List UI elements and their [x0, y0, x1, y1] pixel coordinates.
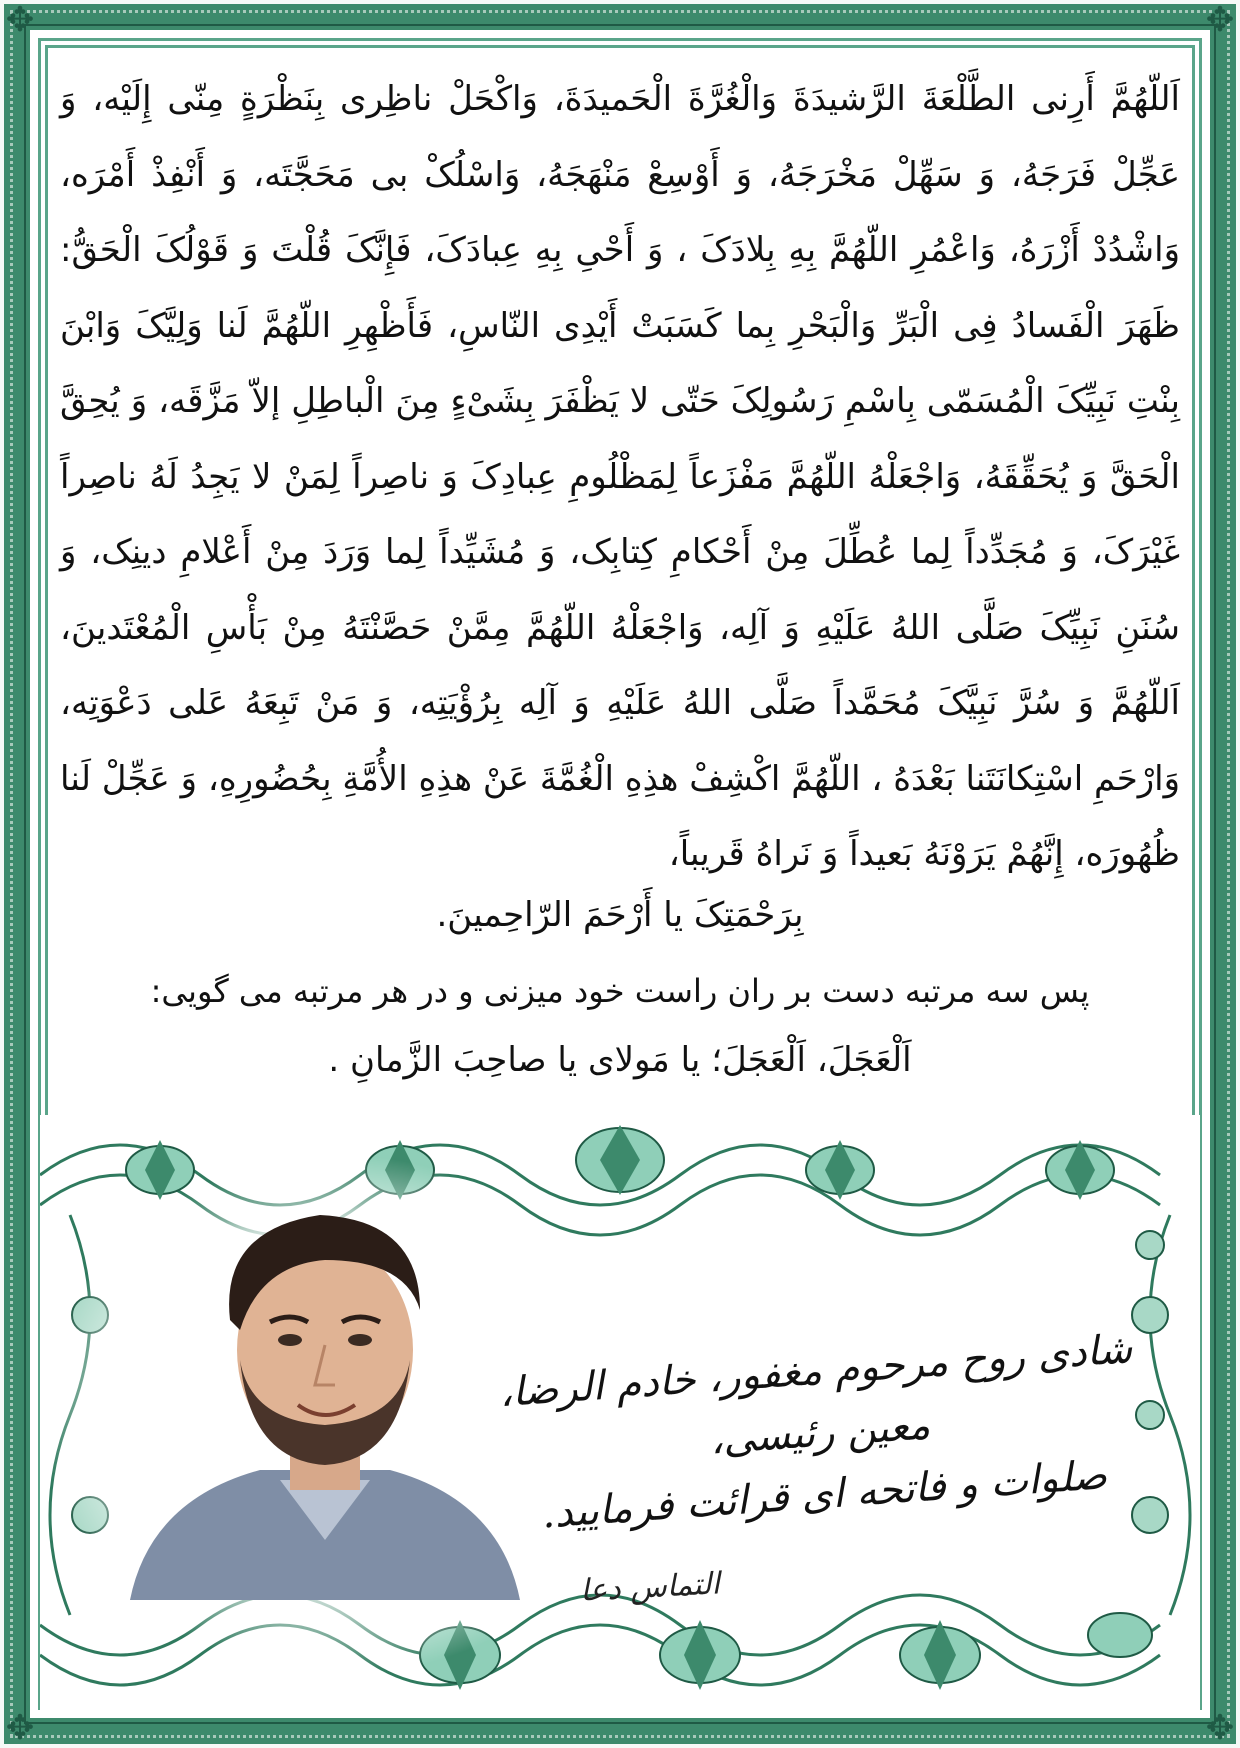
- invocation-text: اَلْعَجَلَ، اَلْعَجَلَ؛ یا مَولای یا صاحِبَ الزَّمانِ .: [328, 1040, 912, 1080]
- prayer-closing: بِرَحْمَتِکَ یا أَرْحَمَ الرّاحِمینَ.: [436, 895, 804, 935]
- dedication-line: صلوات و فاتحه ای قرائت فرمایید.: [540, 1452, 1109, 1538]
- corner-ornament-icon: ✥: [5, 0, 35, 40]
- corner-ornament-icon: ✥: [1205, 1708, 1235, 1748]
- instruction-text: پس سه مرتبه دست بر ران راست خود میزنی و در هر مرتبه می گویی:: [150, 972, 1090, 1010]
- dedication-line: شادی روح مرحوم مغفور، خادم الرضا، معین رئیسی،: [497, 1326, 1134, 1464]
- corner-ornament-icon: ✥: [5, 1708, 35, 1748]
- prayer-text: اَللّهُمَّ أَرِنی الطَّلْعَةَ الرَّشیدَةَ وَالْغُرَّةَ الْحَمیدَةَ، وَاکْحَلْ ناظِری بِنَظْرَةٍ مِنّی إِلَیْه، وَ عَجِّلْ فَرَجَهُ، وَ سَهِّلْ مَخْرَجَهُ، وَ أَوْسِعْ مَنْهَجَهُ، وَاسْلُکْ بی مَحَجَّتَه، وَ أَنْفِذْ أَمْرَه، وَاشْدُدْ أَزْرَهُ، وَاعْمُرِ اللّهُمَّ بِهِ بِلادَکَ ، وَ أَحْیِ بِهِ عِبادَکَ، فَإِنَّکَ قُلْتَ وَ قَوْلُکَ الْحَقُّ: ظَهَرَ الْفَسادُ فِی الْبَرِّ وَالْبَحْرِ بِما کَسَبَتْ أَیْدِی النّاسِ، فَأَظْهِرِ اللّهُمَّ لَنا وَلِیَّکَ وَابْنَ بِنْتِ نَبِیِّکَ الْمُسَمّی بِاسْمِ رَسُولِکَ حَتّی لا یَظْفَرَ بِشَیْءٍ مِنَ الْباطِلِ إلاّ مَزَّقَه، وَ یُحِقَّ الْحَقَّ وَ یُحَقِّقَهُ، وَاجْعَلْهُ اللّهُمَّ مَفْزَعاً لِمَظْلُومِ عِبادِکَ وَ ناصِراً لِمَنْ لا یَجِدُ لَهُ ناصِراً غَیْرَکَ، وَ مُجَدِّداً لِما عُطِّلَ مِنْ أَحْکامِ کِتابِک، وَ مُشَیِّداً لِما وَرَدَ مِنْ أَعْلامِ دینِک، وَ سُنَنِ نَبِیِّکَ صَلَّی اللهُ عَلَیْهِ وَ آلِه، وَاجْعَلْهُ اللّهُمَّ مِمَّنْ حَصَّنْتَهُ مِنْ بَأْسِ الْمُعْتَدینَ، اَللّهُمَّ وَ سُرَّ نَبِیَّکَ مُحَمَّداً صَلَّی اللهُ عَلَیْهِ وَ آلِه بِرُؤْیَتِه، وَ مَنْ تَبِعَهُ عَلی دَعْوَتِه، وَارْحَمِ اسْتِکانَتَنا بَعْدَهُ ، اللّهُمَّ اکْشِفْ هذِهِ الْغُمَّةَ عَنْ هذِهِ الأُمَّةِ بِحُضُورِهِ، وَ عَجِّلْ لَنا ظُهُورَه، إِنَّهُمْ یَرَوْنَهُ بَعیداً وَ نَراهُ قَریباً،: [60, 79, 1180, 874]
- plea-text: التماس دعا: [579, 1566, 721, 1609]
- corner-ornament-icon: ✥: [1205, 0, 1235, 40]
